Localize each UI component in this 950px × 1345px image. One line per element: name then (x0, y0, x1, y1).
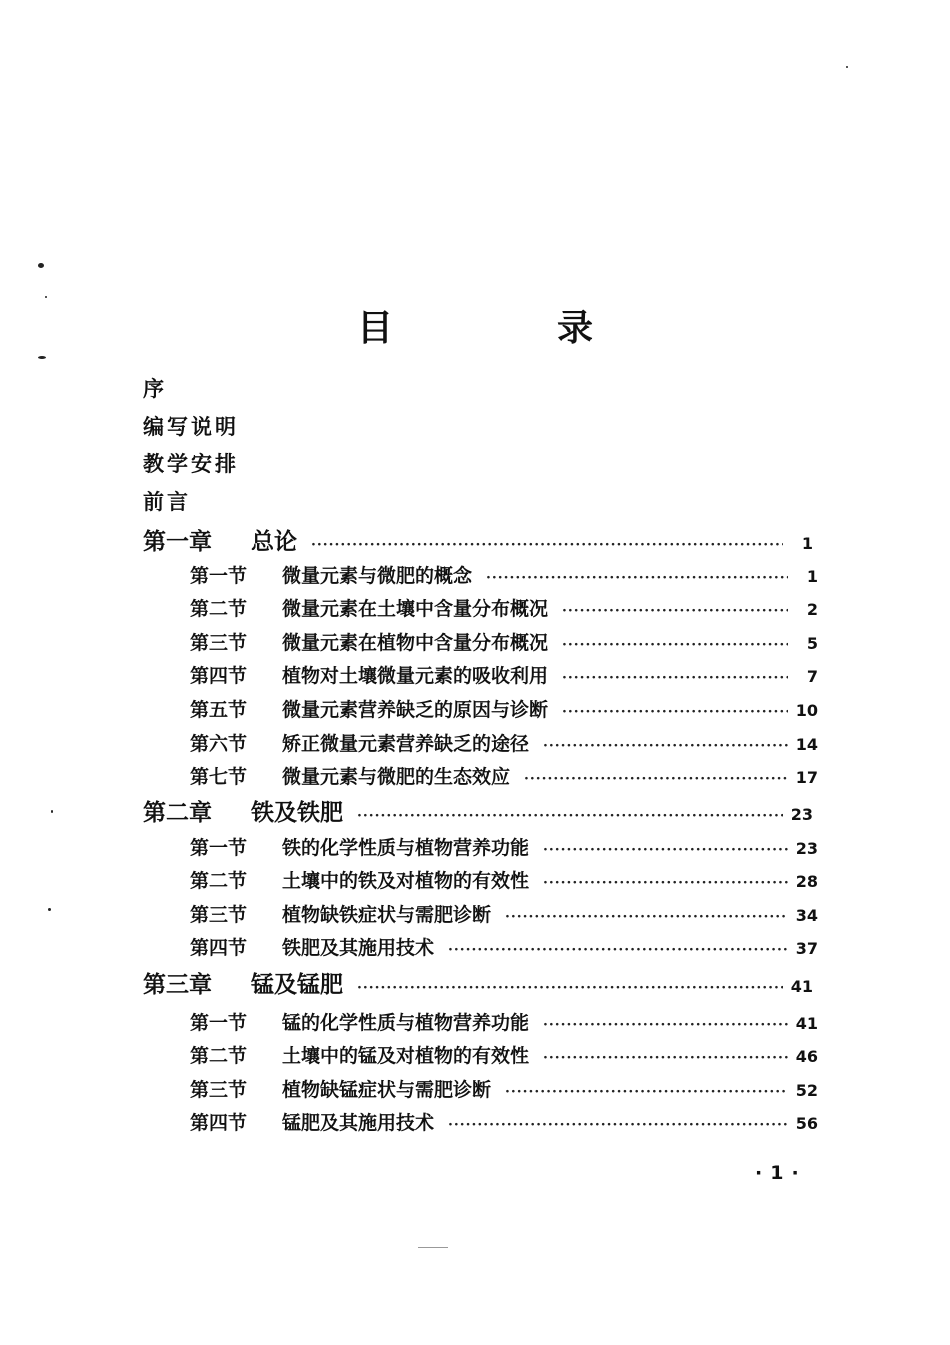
section-page-number: 37 (795, 939, 818, 958)
section-number: 第六节 (190, 733, 248, 755)
leader-dots (524, 771, 788, 787)
section-title: 锰的化学性质与植物营养功能 (282, 1012, 530, 1034)
section-number: 第五节 (190, 699, 248, 721)
section-title: 微量元素营养缺乏的原因与诊断 (282, 699, 549, 721)
toc-section (190, 933, 818, 960)
toc-section (190, 866, 818, 893)
section-number: 第二节 (190, 870, 248, 892)
toc-section (190, 561, 818, 588)
front-matter-foreword: 前言 (143, 489, 191, 514)
leader-dots (543, 1050, 788, 1066)
section-page-number: 56 (795, 1114, 818, 1133)
leader-dots (562, 637, 788, 653)
front-matter-teaching-plan: 教学安排 (143, 451, 239, 476)
leader-dots (357, 808, 783, 824)
leader-dots (448, 1117, 788, 1133)
section-number: 第一节 (190, 565, 248, 587)
section-number: 第三节 (190, 904, 248, 926)
section-title: 矫正微量元素营养缺乏的途径 (282, 733, 530, 755)
toc-section (190, 762, 818, 789)
footer-page-number: ·1· (755, 1162, 807, 1184)
section-title: 植物缺铁症状与需肥诊断 (282, 904, 492, 926)
section-title: 植物对土壤微量元素的吸收利用 (282, 665, 549, 687)
front-matter-writing-notes: 编写说明 (143, 414, 239, 439)
toc-section (190, 833, 818, 860)
section-number: 第七节 (190, 766, 248, 788)
section-page-number: 10 (795, 701, 818, 720)
chapter-title: 铁及铁肥 (251, 799, 343, 826)
section-page-number: 7 (806, 667, 818, 686)
leader-dots (311, 537, 783, 553)
section-title: 微量元素在土壤中含量分布概况 (282, 598, 549, 620)
section-page-number: 41 (795, 1014, 818, 1033)
front-matter-preface: 序 (143, 376, 167, 401)
section-number: 第四节 (190, 665, 248, 687)
toc-section (190, 1008, 818, 1035)
leader-dots (543, 875, 788, 891)
toc-section (190, 729, 818, 756)
scan-speck (846, 66, 848, 68)
page-title: 目 录 (356, 307, 657, 349)
chapter-number: 第二章 (143, 799, 212, 826)
leader-dots (486, 570, 788, 586)
scan-speck (38, 263, 44, 268)
toc-section (190, 1075, 818, 1102)
scan-speck (51, 810, 53, 813)
leader-dots (562, 603, 788, 619)
section-title: 微量元素与微肥的生态效应 (282, 766, 511, 788)
chapter-title: 锰及锰肥 (251, 971, 343, 998)
leader-dots (357, 980, 783, 996)
section-page-number: 52 (795, 1081, 818, 1100)
toc-chapter-1 (143, 523, 813, 556)
toc-section (190, 661, 818, 688)
section-title: 土壤中的锰及对植物的有效性 (282, 1045, 530, 1067)
toc-section (190, 900, 818, 927)
section-page-number: 23 (795, 839, 818, 858)
chapter-number: 第三章 (143, 971, 212, 998)
chapter-title: 总论 (251, 528, 297, 555)
section-title: 铁的化学性质与植物营养功能 (282, 837, 530, 859)
leader-dots (543, 738, 788, 754)
section-page-number: 28 (795, 872, 818, 891)
scan-speck (45, 296, 47, 298)
chapter-number: 第一章 (143, 528, 212, 555)
scan-speck (48, 908, 51, 911)
section-number: 第一节 (190, 837, 248, 859)
section-title: 植物缺锰症状与需肥诊断 (282, 1079, 492, 1101)
section-page-number: 17 (795, 768, 818, 787)
chapter-page-number: 41 (790, 977, 813, 996)
section-page-number: 34 (795, 906, 818, 925)
section-page-number: 46 (795, 1047, 818, 1066)
section-number: 第四节 (190, 1112, 248, 1134)
section-title: 土壤中的铁及对植物的有效性 (282, 870, 530, 892)
leader-dots (562, 704, 788, 720)
toc-chapter-2 (143, 794, 813, 827)
toc-section (190, 695, 818, 722)
toc-section (190, 1041, 818, 1068)
section-number: 第二节 (190, 598, 248, 620)
toc-chapter-3 (143, 966, 813, 999)
section-page-number: 1 (806, 567, 818, 586)
section-title: 锰肥及其施用技术 (282, 1112, 435, 1134)
section-page-number: 14 (795, 735, 818, 754)
toc-section (190, 628, 818, 655)
leader-dots (505, 909, 788, 925)
section-title: 微量元素在植物中含量分布概况 (282, 632, 549, 654)
section-page-number: 2 (806, 600, 818, 619)
leader-dots (562, 670, 788, 686)
chapter-page-number: 1 (801, 534, 813, 553)
section-number: 第一节 (190, 1012, 248, 1034)
section-title: 微量元素与微肥的概念 (282, 565, 473, 587)
section-number: 第三节 (190, 1079, 248, 1101)
section-number: 第二节 (190, 1045, 248, 1067)
scan-speck (418, 1247, 448, 1248)
section-page-number: 5 (806, 634, 818, 653)
leader-dots (543, 842, 788, 858)
leader-dots (448, 942, 788, 958)
section-title: 铁肥及其施用技术 (282, 937, 435, 959)
toc-section (190, 594, 818, 621)
chapter-page-number: 23 (790, 805, 813, 824)
scan-speck (38, 356, 46, 359)
leader-dots (505, 1084, 788, 1100)
section-number: 第三节 (190, 632, 248, 654)
leader-dots (543, 1017, 788, 1033)
section-number: 第四节 (190, 937, 248, 959)
toc-section (190, 1108, 818, 1135)
